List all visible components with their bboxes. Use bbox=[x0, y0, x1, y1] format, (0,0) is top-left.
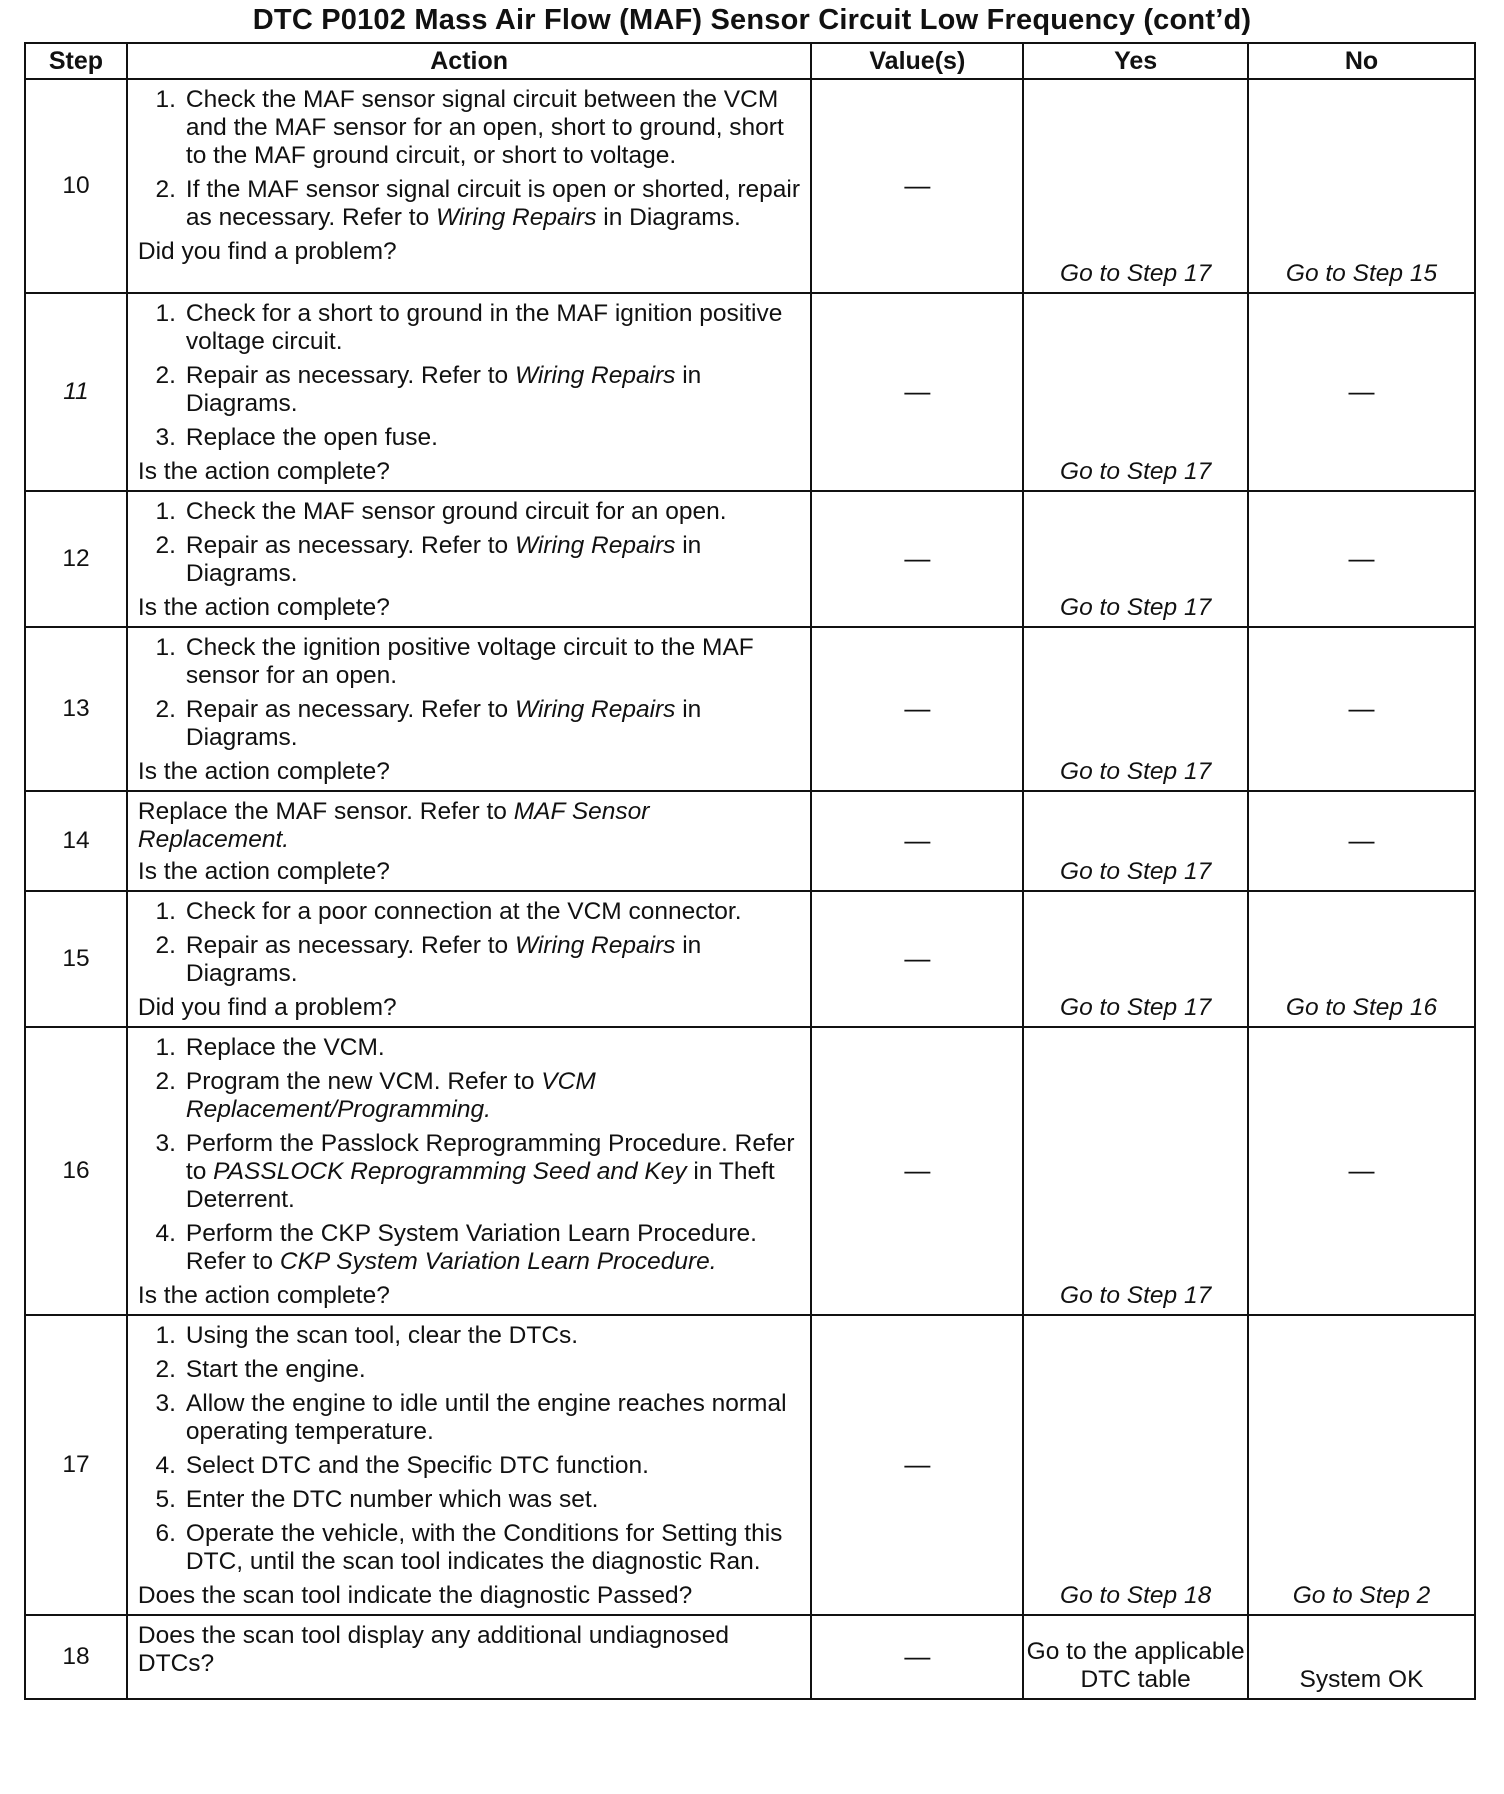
instruction-item bbox=[138, 932, 802, 988]
yes-action: Go to the applicable DTC table bbox=[1026, 1638, 1245, 1693]
instruction-text: Replace the VCM. bbox=[185, 1034, 385, 1061]
reference-link: MAF Sensor Replacement. bbox=[137, 798, 650, 853]
instruction-item bbox=[138, 176, 802, 232]
instruction-number: 3. bbox=[155, 1130, 176, 1157]
instruction-item bbox=[138, 1068, 802, 1124]
reference-link: Wiring Repairs bbox=[514, 532, 676, 559]
table-row bbox=[25, 1615, 1475, 1699]
value-cell bbox=[811, 891, 1023, 1027]
no-cell bbox=[1248, 1615, 1475, 1699]
reference-link: PASSLOCK Reprogramming Seed and Key bbox=[213, 1158, 687, 1185]
instruction-item bbox=[138, 1322, 802, 1350]
instruction-text: in Diagrams. bbox=[185, 532, 702, 587]
instruction-body bbox=[186, 1356, 802, 1384]
header-yes: Yes bbox=[1023, 43, 1248, 79]
yes-action: Go to Step 17 bbox=[1060, 858, 1212, 885]
no-action: — bbox=[1348, 825, 1375, 855]
yes-action: Go to Step 17 bbox=[1060, 458, 1212, 485]
instruction-text: in Diagrams. bbox=[185, 362, 702, 417]
header-step: Step bbox=[25, 43, 127, 79]
instruction-number: 1. bbox=[155, 300, 176, 327]
yes-cell bbox=[1023, 79, 1248, 293]
no-cell bbox=[1248, 491, 1475, 627]
value-dash: — bbox=[904, 1449, 931, 1479]
no-cell bbox=[1248, 1027, 1475, 1315]
instruction-number: 2. bbox=[155, 362, 176, 389]
value-cell bbox=[811, 1027, 1023, 1315]
instruction-item bbox=[138, 696, 802, 752]
action-cell bbox=[127, 791, 811, 891]
value-dash: — bbox=[904, 1155, 931, 1185]
instruction-text: Check the ignition positive voltage circuit to the MAF sensor for an open. bbox=[185, 634, 754, 689]
instruction-body bbox=[186, 898, 802, 926]
instruction-item bbox=[138, 532, 802, 588]
no-action: — bbox=[1348, 1155, 1375, 1185]
instruction-text: Enter the DTC number which was set. bbox=[185, 1486, 599, 1513]
instruction-text: Does the scan tool display any additional undiagnosed DTCs? bbox=[137, 1622, 730, 1677]
instruction-text: in Diagrams. bbox=[185, 696, 702, 751]
yes-cell bbox=[1023, 1315, 1248, 1615]
instruction-body bbox=[186, 1130, 802, 1214]
instruction-number: 2. bbox=[155, 932, 176, 959]
instruction-number: 1. bbox=[155, 634, 176, 661]
instruction-number: 1. bbox=[155, 898, 176, 925]
instruction-number: 3. bbox=[155, 1390, 176, 1417]
no-action: System OK bbox=[1299, 1666, 1424, 1693]
instruction-body bbox=[186, 300, 802, 356]
no-cell bbox=[1248, 627, 1475, 791]
instruction-body bbox=[186, 1034, 802, 1062]
yes-cell bbox=[1023, 491, 1248, 627]
table-row bbox=[25, 891, 1475, 1027]
instruction-item bbox=[138, 1034, 802, 1062]
instruction-number: 6. bbox=[155, 1520, 176, 1547]
step-number: 12 bbox=[25, 491, 127, 627]
instruction-item bbox=[138, 86, 802, 170]
table-row bbox=[25, 79, 1475, 293]
yes-cell bbox=[1023, 791, 1248, 891]
instruction-text: in Theft Deterrent. bbox=[185, 1158, 775, 1213]
no-action: — bbox=[1348, 376, 1375, 406]
instruction-body bbox=[186, 1220, 802, 1276]
instruction-number: 1. bbox=[155, 1034, 176, 1061]
reference-link: Wiring Repairs bbox=[514, 932, 676, 959]
instruction-item bbox=[138, 1486, 802, 1514]
reference-link: VCM Replacement/Programming. bbox=[185, 1068, 596, 1123]
instruction-text: Check the MAF sensor signal circuit between the VCM and the MAF sensor for an open, short to ground, short to the MAF ground circuit, or short to voltage. bbox=[185, 86, 784, 169]
no-action: — bbox=[1348, 543, 1375, 573]
instruction-item bbox=[138, 300, 802, 356]
action-cell bbox=[127, 491, 811, 627]
instruction-number: 4. bbox=[155, 1452, 176, 1479]
step-number: 11 bbox=[25, 293, 127, 491]
no-cell bbox=[1248, 891, 1475, 1027]
header-no: No bbox=[1248, 43, 1475, 79]
instruction-text: Start the engine. bbox=[185, 1356, 366, 1383]
reference-link: Wiring Repairs bbox=[514, 362, 676, 389]
instruction-number: 5. bbox=[155, 1486, 176, 1513]
instruction-item bbox=[138, 1130, 802, 1214]
value-dash: — bbox=[904, 376, 931, 406]
instruction-body bbox=[186, 1486, 802, 1514]
instruction-text: Repair as necessary. Refer to bbox=[185, 362, 515, 389]
yes-cell bbox=[1023, 891, 1248, 1027]
reference-link: Wiring Repairs bbox=[514, 696, 676, 723]
no-action: Go to Step 15 bbox=[1285, 260, 1438, 287]
instruction-item bbox=[138, 1220, 802, 1276]
action-question: Is the action complete? bbox=[137, 758, 390, 785]
instruction-body bbox=[186, 1520, 802, 1576]
instruction-list bbox=[138, 86, 802, 232]
table-row bbox=[25, 293, 1475, 491]
instruction-text: in Diagrams. bbox=[596, 204, 741, 231]
value-dash: — bbox=[904, 943, 931, 973]
instruction-number: 2. bbox=[155, 176, 176, 203]
instruction-body bbox=[186, 932, 802, 988]
instruction-item bbox=[138, 1452, 802, 1480]
instruction-body bbox=[186, 696, 802, 752]
table-row bbox=[25, 1027, 1475, 1315]
action-question: Did you find a problem? bbox=[137, 238, 397, 265]
instruction-number: 2. bbox=[155, 696, 176, 723]
instruction-list bbox=[138, 898, 802, 988]
table-row bbox=[25, 791, 1475, 891]
action-question: Did you find a problem? bbox=[137, 994, 397, 1021]
action-question: Is the action complete? bbox=[137, 594, 390, 621]
instruction-number: 1. bbox=[155, 86, 176, 113]
no-cell bbox=[1248, 791, 1475, 891]
instruction-list bbox=[138, 1322, 802, 1576]
yes-action: Go to Step 17 bbox=[1060, 1282, 1212, 1309]
instruction-list bbox=[138, 300, 802, 452]
no-cell bbox=[1248, 293, 1475, 491]
table-row bbox=[25, 1315, 1475, 1615]
value-dash: — bbox=[904, 543, 931, 573]
instruction-number: 4. bbox=[155, 1220, 176, 1247]
instruction-text: Check for a short to ground in the MAF ignition positive voltage circuit. bbox=[185, 300, 783, 355]
instruction-text: Select DTC and the Specific DTC function. bbox=[185, 1452, 649, 1479]
instruction-item bbox=[138, 634, 802, 690]
instruction-item bbox=[138, 498, 802, 526]
instruction-text: Repair as necessary. Refer to bbox=[185, 532, 515, 559]
no-action: Go to Step 16 bbox=[1285, 994, 1438, 1021]
step-number: 10 bbox=[25, 79, 127, 293]
instruction-text: Replace the open fuse. bbox=[185, 424, 438, 451]
value-cell bbox=[811, 791, 1023, 891]
instruction-text: Perform the Passlock Reprogramming Procedure. Refer to bbox=[185, 1130, 795, 1185]
yes-action: Go to Step 18 bbox=[1060, 1582, 1212, 1609]
value-dash: — bbox=[904, 693, 931, 723]
table-row bbox=[25, 627, 1475, 791]
yes-action: Go to Step 17 bbox=[1060, 994, 1212, 1021]
value-cell bbox=[811, 1615, 1023, 1699]
value-cell bbox=[811, 491, 1023, 627]
value-dash: — bbox=[904, 1641, 931, 1671]
action-question: Does the scan tool indicate the diagnostic Passed? bbox=[137, 1582, 693, 1609]
diagnostic-table bbox=[24, 42, 1476, 1700]
yes-action: Go to Step 17 bbox=[1060, 758, 1212, 785]
value-dash: — bbox=[904, 170, 931, 200]
instruction-body bbox=[186, 86, 802, 170]
header-values: Value(s) bbox=[811, 43, 1023, 79]
instruction-body bbox=[186, 1452, 802, 1480]
instruction-item bbox=[138, 898, 802, 926]
action-cell bbox=[127, 627, 811, 791]
instruction-body bbox=[186, 1322, 802, 1350]
yes-action: Go to Step 17 bbox=[1060, 260, 1212, 287]
action-cell bbox=[127, 1027, 811, 1315]
action-cell bbox=[127, 891, 811, 1027]
instruction-item bbox=[138, 424, 802, 452]
no-cell bbox=[1248, 79, 1475, 293]
instruction-item bbox=[138, 1390, 802, 1446]
table-row bbox=[25, 491, 1475, 627]
instruction-body bbox=[186, 1068, 802, 1124]
instruction-body bbox=[186, 424, 802, 452]
instruction-body bbox=[186, 362, 802, 418]
instruction-text: Using the scan tool, clear the DTCs. bbox=[185, 1322, 579, 1349]
step-number: 17 bbox=[25, 1315, 127, 1615]
instruction-text: Repair as necessary. Refer to bbox=[185, 932, 515, 959]
instruction-text: in Diagrams. bbox=[185, 932, 702, 987]
value-cell bbox=[811, 1315, 1023, 1615]
instruction-text: Check the MAF sensor ground circuit for an open. bbox=[185, 498, 727, 525]
instruction-body bbox=[186, 532, 802, 588]
instruction-number: 1. bbox=[155, 1322, 176, 1349]
action-text bbox=[138, 1622, 802, 1678]
header-row bbox=[25, 43, 1475, 79]
yes-cell bbox=[1023, 1027, 1248, 1315]
action-question: Is the action complete? bbox=[137, 1282, 390, 1309]
instruction-text: Perform the CKP System Variation Learn Procedure. Refer to bbox=[185, 1220, 757, 1275]
instruction-number: 2. bbox=[155, 532, 176, 559]
instruction-text: Repair as necessary. Refer to bbox=[185, 696, 515, 723]
reference-link: CKP System Variation Learn Procedure. bbox=[279, 1248, 717, 1275]
action-cell bbox=[127, 1615, 811, 1699]
instruction-number: 3. bbox=[155, 424, 176, 451]
instruction-text: Check for a poor connection at the VCM connector. bbox=[185, 898, 742, 925]
action-question: Is the action complete? bbox=[137, 858, 390, 885]
yes-action: Go to Step 17 bbox=[1060, 594, 1212, 621]
instruction-list bbox=[138, 498, 802, 588]
no-action: Go to Step 2 bbox=[1292, 1582, 1431, 1609]
yes-cell bbox=[1023, 1615, 1248, 1699]
instruction-text: If the MAF sensor signal circuit is open or shorted, repair as necessary. Refer to bbox=[185, 176, 801, 231]
yes-cell bbox=[1023, 627, 1248, 791]
step-number: 18 bbox=[25, 1615, 127, 1699]
instruction-text: Allow the engine to idle until the engine reaches normal operating temperature. bbox=[185, 1390, 787, 1445]
instruction-text: Program the new VCM. Refer to bbox=[185, 1068, 542, 1095]
instruction-body bbox=[186, 176, 802, 232]
reference-link: Wiring Repairs bbox=[436, 204, 597, 231]
instruction-number: 2. bbox=[155, 1068, 176, 1095]
step-number: 15 bbox=[25, 891, 127, 1027]
yes-cell bbox=[1023, 293, 1248, 491]
action-text bbox=[138, 798, 802, 854]
instruction-number: 2. bbox=[155, 1356, 176, 1383]
value-cell bbox=[811, 627, 1023, 791]
instruction-item bbox=[138, 362, 802, 418]
step-number: 13 bbox=[25, 627, 127, 791]
action-cell bbox=[127, 1315, 811, 1615]
action-question: Is the action complete? bbox=[137, 458, 390, 485]
step-number: 14 bbox=[25, 791, 127, 891]
instruction-item bbox=[138, 1520, 802, 1576]
instruction-list bbox=[138, 634, 802, 752]
action-cell bbox=[127, 293, 811, 491]
instruction-list bbox=[138, 1034, 802, 1276]
page-title: DTC P0102 Mass Air Flow (MAF) Sensor Circuit Low Frequency (cont’d) bbox=[252, 4, 1252, 36]
instruction-text: Replace the MAF sensor. Refer to bbox=[137, 798, 514, 825]
instruction-number: 1. bbox=[155, 498, 176, 525]
instruction-item bbox=[138, 1356, 802, 1384]
step-number: 16 bbox=[25, 1027, 127, 1315]
no-cell bbox=[1248, 1315, 1475, 1615]
instruction-body bbox=[186, 1390, 802, 1446]
instruction-body bbox=[186, 498, 802, 526]
instruction-body bbox=[186, 634, 802, 690]
no-action: — bbox=[1348, 693, 1375, 723]
value-dash: — bbox=[904, 825, 931, 855]
instruction-text: Operate the vehicle, with the Conditions for Setting this DTC, until the scan tool indicates the diagnostic Ran. bbox=[185, 1520, 783, 1575]
action-cell bbox=[127, 79, 811, 293]
header-action: Action bbox=[127, 43, 811, 79]
value-cell bbox=[811, 293, 1023, 491]
value-cell bbox=[811, 79, 1023, 293]
